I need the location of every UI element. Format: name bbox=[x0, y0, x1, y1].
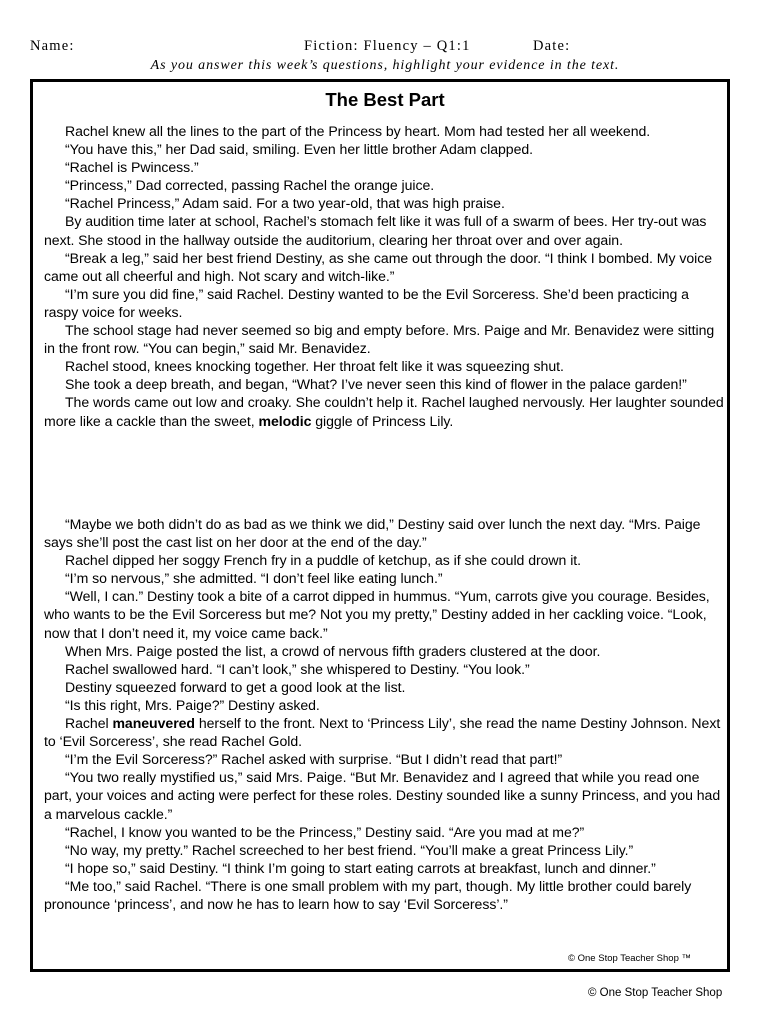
paragraph: “Rachel, I know you wanted to be the Princess,” Destiny said. “Are you mad at me?” bbox=[65, 823, 585, 840]
paragraph: “I’m so nervous,” she admitted. “I don’t feel like eating lunch.” bbox=[65, 570, 443, 587]
paragraph: “Is this right, Mrs. Paige?” Destiny asked. bbox=[65, 696, 320, 713]
paragraph: She took a deep breath, and began, “What? I’ve never seen this kind of flower in the palace garden!” bbox=[65, 376, 687, 393]
vocabulary-word: melodic bbox=[258, 412, 312, 429]
box-copyright: © One Stop Teacher Shop ™ bbox=[568, 953, 692, 964]
paragraph: “Maybe we both didn’t do as bad as we think we did,” Destiny said over lunch the next day. “Mrs. Paige says she’ll post the cast list on her door at the end of the day.” bbox=[44, 516, 701, 551]
paragraph: “No way, my pretty.” Rachel screeched to her best friend. “You’ll make a great Princess Lily.” bbox=[65, 841, 634, 858]
paragraph: The school stage had never seemed so big and empty before. Mrs. Paige and Mr. Benavidez were sitting in the front row. “You can begin,” said Mr. Benavidez. bbox=[44, 322, 715, 357]
paragraph: When Mrs. Paige posted the list, a crowd of nervous fifth graders clustered at the door. bbox=[65, 642, 601, 659]
paragraph: “Rachel is Pwincess.” bbox=[65, 159, 199, 176]
vocabulary-word: maneuvered bbox=[112, 715, 195, 732]
paragraph-text: giggle of Princess Lily. bbox=[311, 412, 454, 429]
paragraph: “I hope so,” said Destiny. “I think I’m going to start eating carrots at breakfast, lunch and dinner.” bbox=[65, 859, 656, 876]
paragraph: “Well, I can.” Destiny took a bite of a carrot dipped in hummus. “Yum, carrots give you courage. Besides, who wants to be the Evil Sorceress but me? Not you my pretty,” Destiny added in her cackling voice. “Look, now that I don’t need it, my voice came back.” bbox=[44, 588, 710, 641]
paragraph-text: Rachel bbox=[65, 715, 113, 732]
paragraph: “Rachel Princess,” Adam said. For a two year-old, that was high praise. bbox=[65, 195, 505, 212]
paragraph: “Break a leg,” said her best friend Destiny, as she came out through the door. “I think I bombed. My voice came out all cheerful and high. Not scary and witch-like.” bbox=[44, 249, 712, 284]
worksheet-title: Fiction: Fluency – Q1:1 bbox=[304, 38, 471, 54]
paragraph: Rachel knew all the lines to the part of the Princess by heart. Mom had tested her all weekend. bbox=[65, 123, 651, 139]
paragraph: “You two really mystified us,” said Mrs. Paige. “But Mr. Benavidez and I agreed that while you read one part, your voices and acting were perfect for these roles. Destiny sounded like a sunny Princess, and you had a marvelous cackle.” bbox=[44, 769, 721, 822]
paragraph: “I’m the Evil Sorceress?” Rachel asked with surprise. “But I didn’t read that part!” bbox=[65, 751, 563, 768]
passage-title: The Best Part bbox=[325, 89, 445, 110]
passage-part-one bbox=[44, 122, 724, 430]
paragraph: “Me too,” said Rachel. “There is one small problem with my part, though. My little brother could barely pronounce ‘princess’, and now he has to learn how to say ‘Evil Sorceress’.” bbox=[44, 877, 692, 912]
paragraph: “I’m sure you did fine,” said Rachel. Destiny wanted to be the Evil Sorceress. She’d been practicing a raspy voice for weeks. bbox=[44, 285, 689, 320]
date-label: Date: bbox=[533, 38, 571, 54]
paragraph bbox=[44, 714, 724, 750]
paragraph: Rachel dipped her soggy French fry in a puddle of ketchup, as if she could drown it. bbox=[65, 552, 582, 569]
paragraph: By audition time later at school, Rachel’s stomach felt like it was full of a swarm of bees. Her try-out was next. She stood in the hallway outside the auditorium, clearing her throat over and over again. bbox=[44, 213, 707, 248]
paragraph: Rachel swallowed hard. “I can’t look,” she whispered to Destiny. “You look.” bbox=[65, 660, 530, 677]
instructions: As you answer this week’s questions, highlight your evidence in the text. bbox=[150, 58, 620, 73]
paragraph: “Princess,” Dad corrected, passing Rachel the orange juice. bbox=[65, 177, 435, 194]
paragraph: Destiny squeezed forward to get a good look at the list. bbox=[65, 678, 406, 695]
worksheet-header bbox=[0, 38, 770, 56]
passage-part-two bbox=[44, 515, 724, 913]
page-copyright: © One Stop Teacher Shop bbox=[588, 987, 723, 999]
paragraph-text: herself to the front. Next to ‘Princess Lily’, she read the name Destiny Johnson. Next to ‘Evil Sorceress’, she read Rachel Gold. bbox=[44, 715, 721, 750]
name-label: Name: bbox=[30, 38, 75, 54]
paragraph bbox=[44, 393, 724, 429]
paragraph-text: The words came out low and croaky. She couldn’t help it. Rachel laughed nervously. Her laughter sounded more like a cackle than the sweet, bbox=[44, 394, 724, 429]
paragraph: “You have this,” her Dad said, smiling. Even her little brother Adam clapped. bbox=[65, 141, 534, 158]
paragraph: Rachel stood, knees knocking together. Her throat felt like it was squeezing shut. bbox=[65, 358, 564, 375]
